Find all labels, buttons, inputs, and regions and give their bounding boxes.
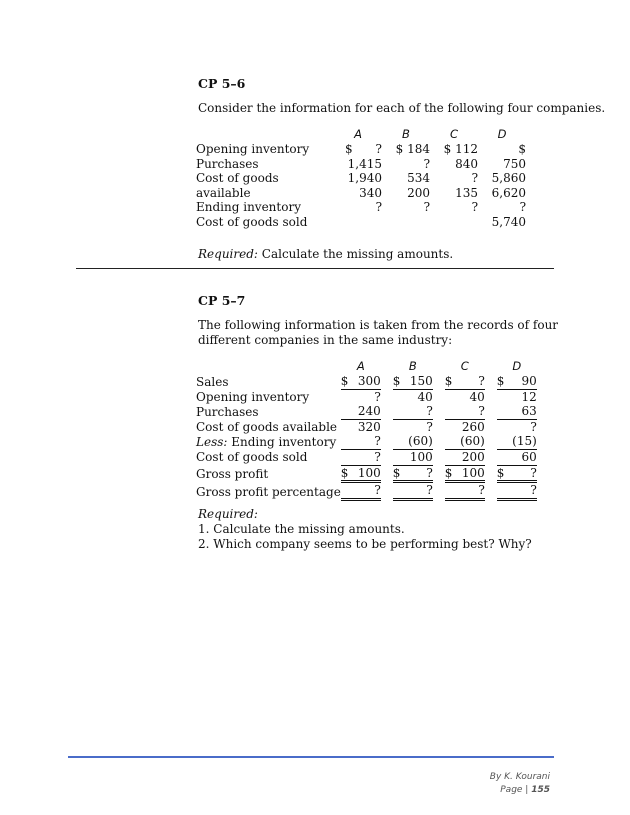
section-divider (76, 268, 554, 269)
cell: 100 (393, 450, 433, 466)
cp56-table (196, 127, 526, 230)
cell: ? (393, 483, 433, 501)
currency-sign: $ (392, 465, 401, 480)
currency-sign: $ (340, 465, 349, 480)
cell: 200 (407, 185, 430, 200)
cell: 340 (359, 185, 382, 200)
cell (334, 215, 382, 230)
amount: 90 (521, 374, 537, 388)
cp57-table (196, 359, 537, 501)
table-row (196, 142, 526, 157)
table-row (196, 483, 537, 501)
cp57-intro-line2: different companies in the same industry: (198, 333, 453, 347)
cp57-intro-line1: The following information is taken from the records of four (198, 318, 559, 332)
page-label: Page | (500, 785, 532, 795)
cell: 200 (445, 450, 485, 466)
cell: ? (423, 156, 430, 171)
cell: ? (341, 450, 381, 466)
cell: 40 (417, 389, 433, 404)
cell (430, 215, 478, 230)
cell: ? (445, 483, 485, 501)
currency-sign: $ (444, 374, 453, 388)
cell: 60 (497, 450, 537, 466)
cell: ? (375, 200, 382, 215)
cell: ? (393, 404, 433, 420)
cell: 840 (455, 156, 478, 171)
cell: ? (426, 419, 433, 434)
cell: 40 (469, 389, 485, 404)
table-row (196, 404, 537, 420)
table-row (196, 420, 537, 435)
cell: (15) (497, 434, 537, 450)
cell (497, 466, 537, 484)
amount: ? (426, 465, 433, 480)
currency-sign: $ (496, 465, 505, 480)
cell (445, 374, 485, 390)
cell: 240 (341, 404, 381, 420)
amount: ? (530, 465, 537, 480)
table-row (196, 434, 537, 450)
cp56-col-b: B (402, 127, 410, 141)
cell: 1,415 (347, 156, 382, 171)
row-label: Gross profit (196, 467, 269, 482)
cell: ? (341, 434, 381, 450)
row-label: Cost of goods sold (196, 450, 308, 465)
cell: (60) (393, 434, 433, 450)
cell (393, 466, 433, 484)
cp57-heading: CP 5–7 (198, 293, 246, 308)
cell: 5,740 (491, 214, 526, 229)
row-label: Cost of goods available (196, 419, 338, 434)
cell: ? (471, 171, 478, 186)
cp57-col-a: A (356, 359, 365, 373)
cp56-col-c: C (449, 127, 459, 141)
cp57-col-d: D (512, 359, 522, 373)
cell: 260 (461, 419, 485, 434)
cell (497, 374, 537, 390)
currency-sign: $ (444, 465, 453, 480)
cell: ? (530, 419, 537, 434)
row-label: Opening inventory (196, 389, 310, 404)
cell: 12 (521, 389, 537, 404)
cell: ? (497, 483, 537, 501)
cp57-col-b: B (408, 359, 417, 373)
row-label (196, 434, 341, 450)
footer-page (380, 785, 550, 795)
amount: 150 (409, 374, 433, 388)
currency-sign: $ (496, 374, 505, 388)
cell (341, 374, 381, 390)
cp57-req1: 1. Calculate the missing amounts. (198, 522, 405, 536)
cell: $ (518, 142, 526, 156)
cell: ? (341, 483, 381, 501)
table-row (196, 466, 537, 484)
cp56-col-d: D (497, 127, 507, 141)
row-label: Cost of goods sold (196, 214, 308, 229)
table-row (196, 186, 526, 201)
row-label: Purchases (196, 404, 259, 419)
cp57-header-row (196, 359, 537, 374)
cell: (60) (445, 434, 485, 450)
cp57-req2: 2. Which company seems to be performing best? Why? (198, 537, 532, 551)
cp56-required-label: Required: (198, 247, 258, 261)
amount: ? (478, 374, 485, 388)
cell: $ 184 (395, 142, 430, 156)
cell: $ ? (345, 142, 382, 156)
cell: ? (471, 200, 478, 215)
cp57-col-c: C (460, 359, 469, 373)
table-row (196, 390, 537, 405)
row-label: Cost of goods (196, 171, 279, 186)
cp56-required-text: Calculate the missing amounts. (257, 247, 454, 261)
row-label: Ending inventory (196, 200, 301, 215)
cell (445, 466, 485, 484)
amount: 100 (461, 465, 485, 480)
cell: 750 (503, 156, 526, 171)
cp57-required-label: Required: (198, 507, 258, 521)
table-row (196, 171, 526, 186)
amount: 300 (357, 374, 381, 388)
cell: 6,620 (491, 185, 526, 200)
cell: 1,940 (347, 171, 382, 186)
amount: 100 (357, 465, 381, 480)
ending-label: Ending inventory (227, 434, 337, 449)
footer-rule (68, 756, 554, 758)
table-row (196, 215, 526, 230)
cell: ? (423, 200, 430, 215)
row-label: available (196, 185, 251, 200)
row-label: Gross profit percentage (196, 484, 341, 499)
cp56-header-row (196, 127, 526, 142)
cell: 320 (357, 419, 381, 434)
footer-author: By K. Kourani (489, 772, 550, 782)
currency-sign: $ (392, 374, 401, 388)
cp56-required (198, 247, 453, 262)
row-label: Purchases (196, 156, 259, 171)
cell: $ 112 (443, 142, 478, 156)
cell: 63 (497, 404, 537, 420)
page-number: 155 (531, 785, 550, 795)
table-row (196, 157, 526, 172)
cell (393, 374, 433, 390)
cell: ? (519, 200, 526, 215)
cell: 5,860 (491, 171, 526, 186)
cp56-heading: CP 5–6 (198, 76, 246, 91)
cp56-intro: Consider the information for each of the following four companies. (198, 101, 606, 115)
cell (341, 466, 381, 484)
cell (382, 215, 430, 230)
row-label: Opening inventory (196, 142, 310, 156)
cell: 534 (407, 171, 430, 186)
cell: 135 (455, 185, 478, 200)
currency-sign: $ (340, 374, 349, 388)
row-label: Sales (196, 374, 229, 389)
cp56-col-a: A (354, 127, 362, 141)
table-row (196, 374, 537, 390)
less-label: Less: (196, 434, 228, 449)
cell: ? (445, 404, 485, 420)
cell: ? (374, 389, 381, 404)
table-row (196, 450, 537, 466)
table-row (196, 200, 526, 215)
